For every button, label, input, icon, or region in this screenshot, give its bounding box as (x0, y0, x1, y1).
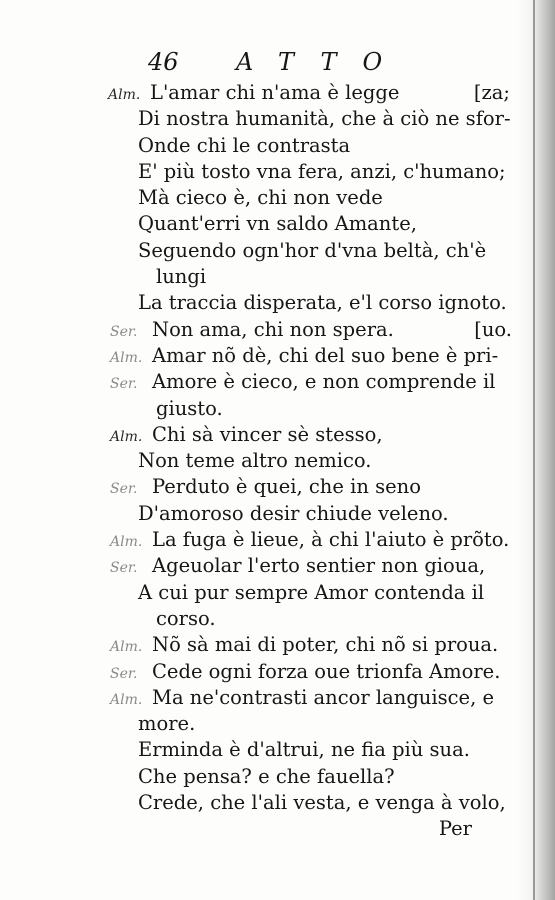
line-text: Erminda è d'altrui, ne fia più sua. (138, 738, 470, 762)
text-line (110, 764, 520, 790)
text-line (110, 711, 520, 737)
text-line (110, 632, 520, 658)
line-text: Cede ogni forza oue trionfa Amore. (152, 659, 501, 683)
line-text: Amore è cieco, e non comprende il (152, 370, 496, 394)
text-line (110, 474, 520, 500)
text-line (110, 685, 520, 711)
binding-gutter (517, 0, 555, 900)
line-text: lungi (156, 265, 207, 289)
line-text: Nõ sà mai di poter, chi nõ si proua. (152, 633, 499, 657)
catchword-line (110, 816, 520, 842)
line-text: La traccia disperata, e'l corso ignoto. (138, 291, 507, 315)
line-text: corso. (156, 606, 216, 630)
line-text: Non teme altro nemico. (138, 449, 372, 473)
text-line (110, 396, 520, 422)
speaker-label: Alm. (110, 428, 143, 445)
turnover-text: [uo. (474, 317, 512, 341)
binding-edge (533, 0, 535, 900)
text-line (110, 133, 520, 159)
text-line (110, 238, 520, 264)
line-text: D'amoroso desir chiude veleno. (138, 501, 449, 525)
text-line (110, 790, 520, 816)
text-line (110, 501, 520, 527)
line-text: Chi sà vincer sè stesso, (152, 422, 383, 446)
line-text: L'amar chi n'ama è legge (150, 81, 400, 104)
text-line (110, 264, 520, 290)
text-line (110, 106, 520, 132)
speaker-label: Ser. (110, 560, 138, 577)
text-line (110, 606, 520, 632)
catchword: Per (438, 817, 472, 841)
line-text: more. (138, 712, 196, 736)
speaker-label: Alm. (110, 349, 143, 366)
verse-text (110, 80, 520, 843)
line-text: giusto. (156, 396, 223, 420)
text-line (110, 527, 520, 553)
speaker-label: Ser. (110, 481, 138, 498)
page-number: 46 (148, 48, 179, 76)
text-line (110, 659, 520, 685)
text-line (110, 211, 520, 237)
line-text: Ma ne'contrasti ancor languisce, e (152, 685, 495, 709)
text-line (110, 343, 520, 369)
line-text: A cui pur sempre Amor contenda il (138, 580, 485, 604)
speaker-label: Ser. (110, 376, 138, 393)
running-head: ATTO (236, 48, 409, 76)
text-line (110, 553, 520, 579)
speaker-label: Alm. (110, 534, 143, 551)
turnover-text: [za; (473, 81, 510, 104)
line-text: Non ama, chi non spera. (152, 317, 394, 341)
text-line (110, 369, 520, 395)
text-line (110, 290, 520, 316)
line-text: Seguendo ogn'hor d'vna beltà, ch'è (138, 238, 487, 262)
text-line (110, 448, 520, 474)
text-line (110, 317, 520, 343)
speaker-label: Alm. (110, 691, 143, 708)
line-text: Mà cieco è, chi non vede (138, 186, 383, 210)
line-text: La fuga è lieue, à chi l'aiuto è prõto. (152, 528, 510, 552)
text-line (110, 185, 520, 211)
line-text: Quant'erri vn saldo Amante, (138, 212, 417, 236)
line-text: Onde chi le contrasta (138, 133, 351, 157)
line-text: Che pensa? e che fauella? (138, 764, 395, 788)
line-text: Ageuolar l'erto sentier non gioua, (152, 554, 486, 578)
text-line (110, 422, 520, 448)
text-line (108, 80, 518, 106)
speaker-label: Ser. (110, 665, 138, 682)
line-text: Perduto è quei, che in seno (152, 475, 421, 499)
speaker-label: Alm. (108, 87, 141, 103)
text-line (110, 737, 520, 763)
line-text: Amar nõ dè, chi del suo bene è pri- (152, 343, 499, 367)
text-line (110, 159, 520, 185)
speaker-label: Ser. (110, 323, 138, 340)
text-line (110, 580, 520, 606)
line-text: E' più tosto vna fera, anzi, c'humano; (138, 159, 506, 183)
speaker-label: Alm. (110, 639, 143, 656)
line-text: Crede, che l'ali vesta, e venga à volo, (138, 791, 506, 815)
line-text: Di nostra humanità, che à ciò ne sfor- (138, 107, 511, 131)
